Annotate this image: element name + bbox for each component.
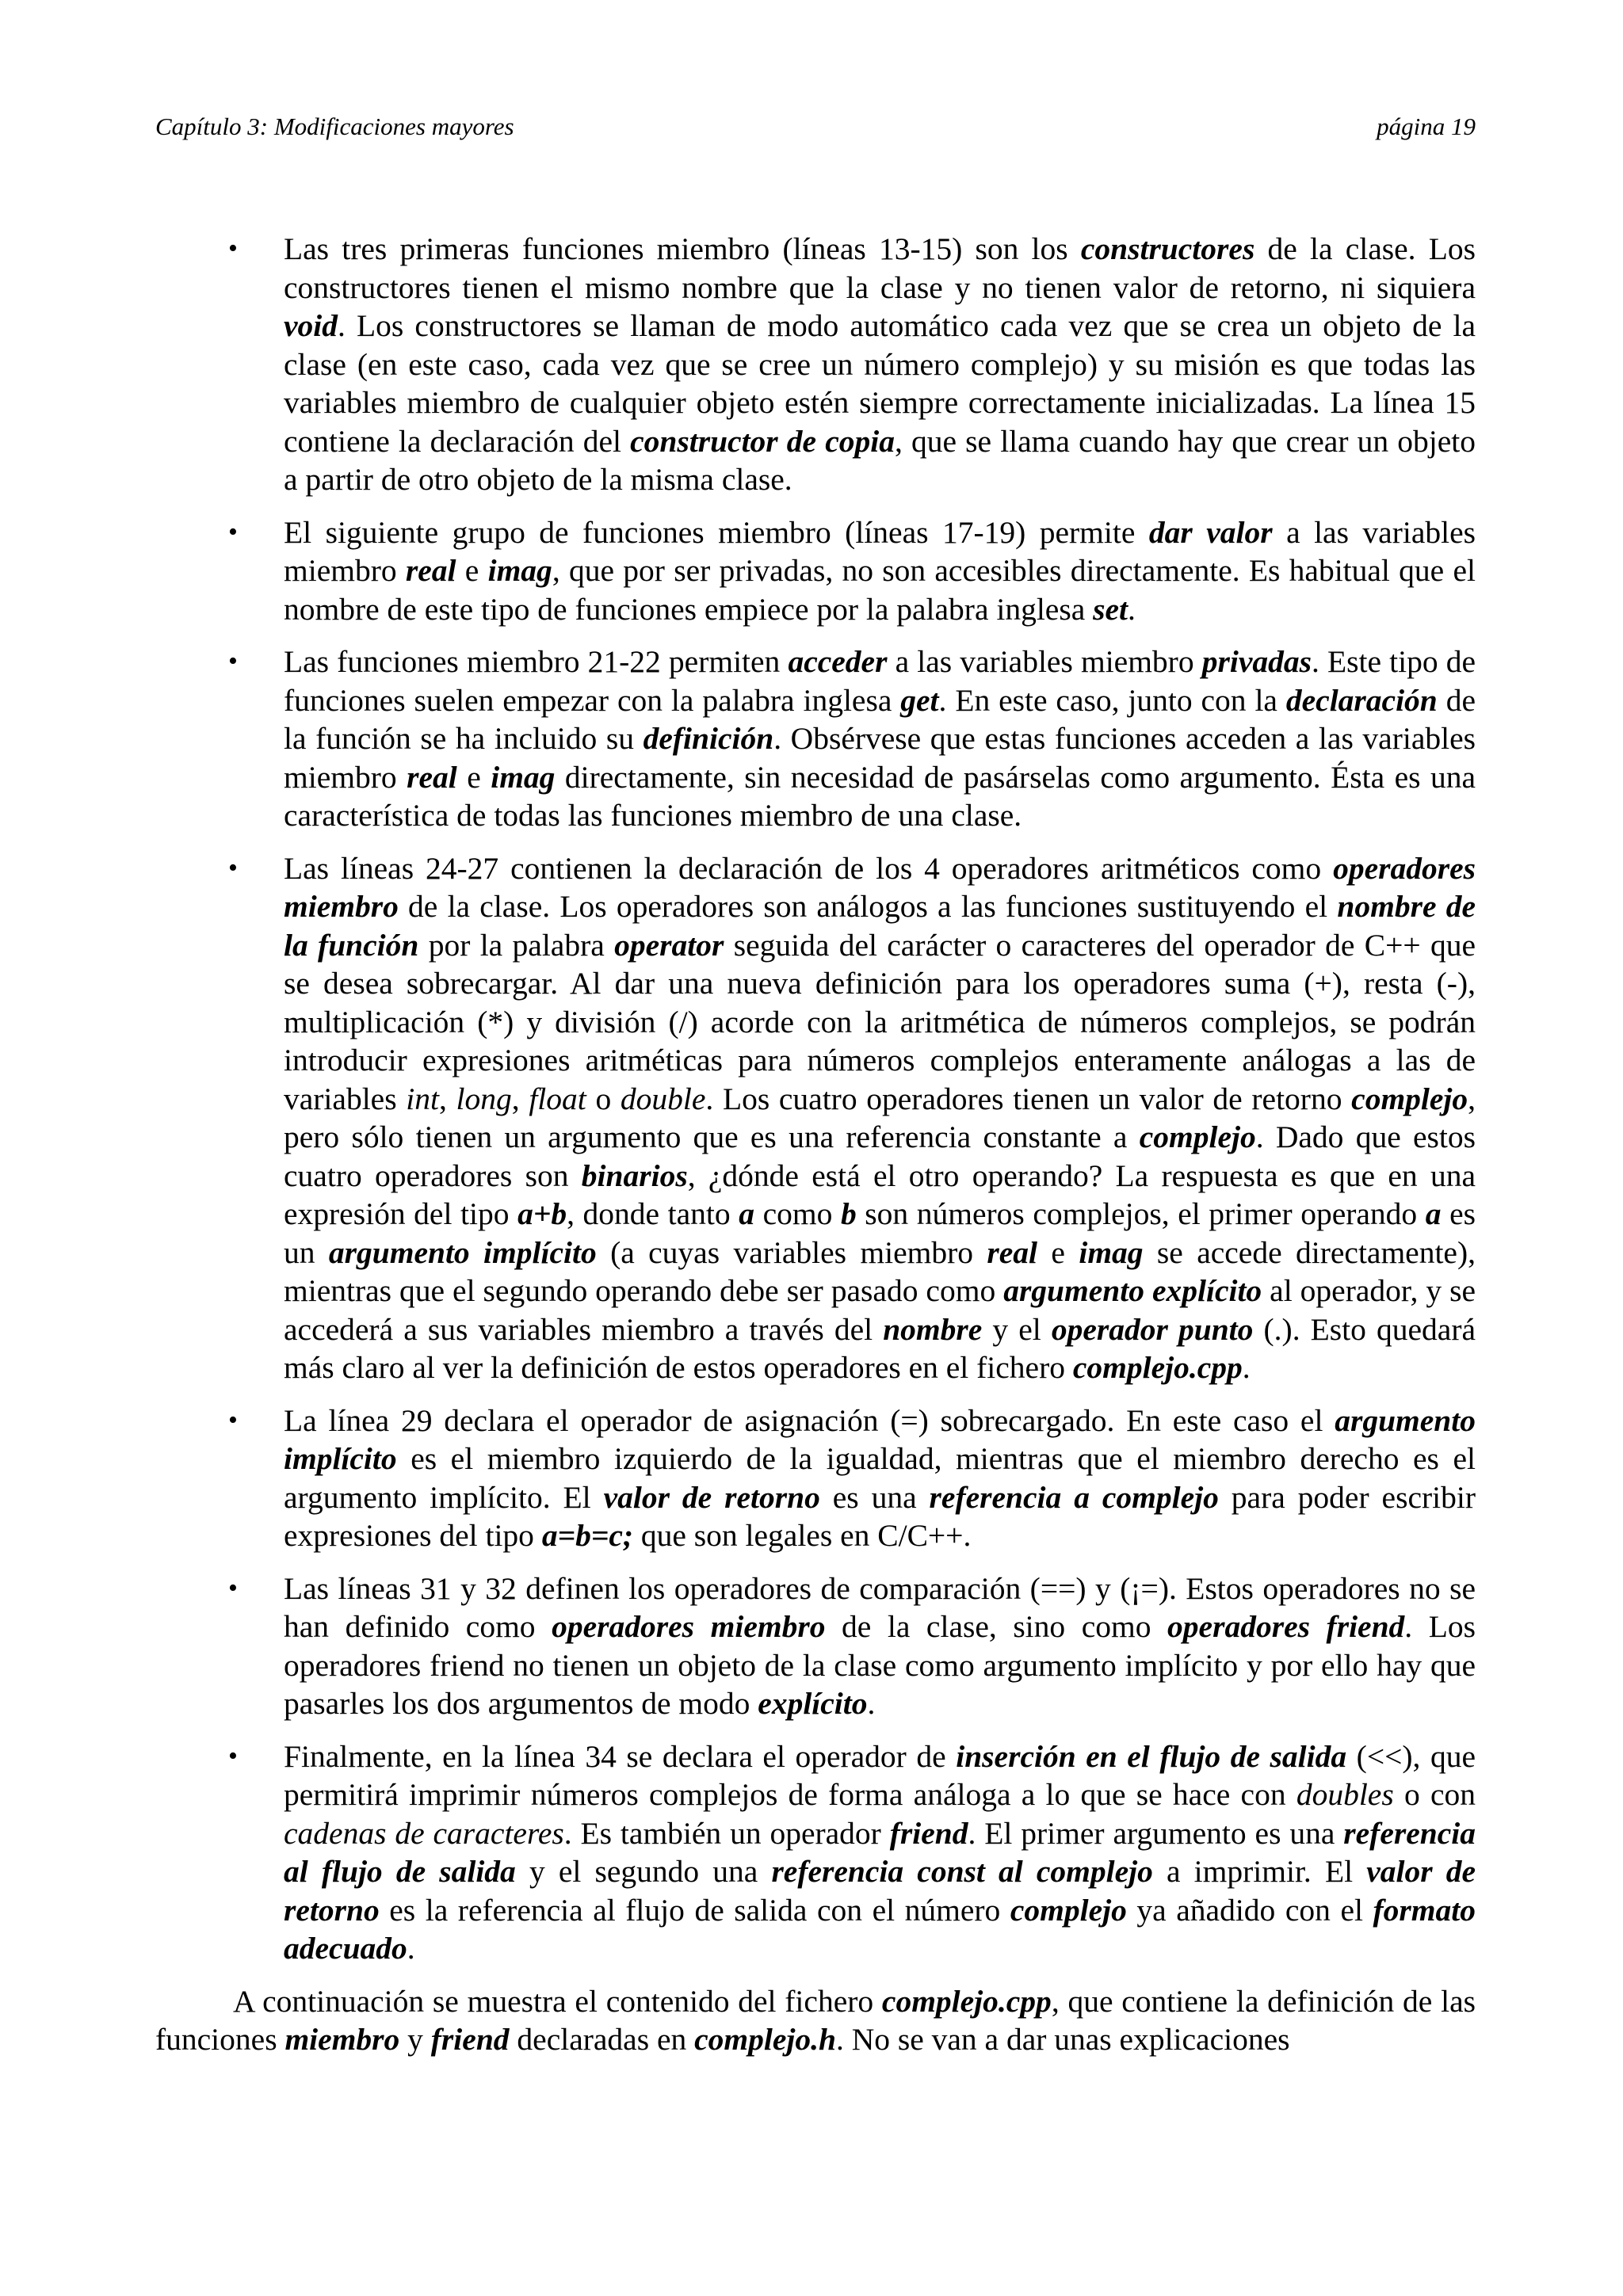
emphasis-term: nombre de la función bbox=[284, 889, 1476, 963]
text-run: Finalmente, en la línea 34 se declara el operador de bbox=[284, 1738, 957, 1774]
text-run: , bbox=[511, 1081, 529, 1116]
text-run: , que contiene la definición de las funciones bbox=[155, 1983, 1476, 2057]
bullet-icon: • bbox=[228, 1573, 238, 1603]
page-number: página 19 bbox=[1377, 113, 1476, 140]
text-run: para poder escribir expresiones del tipo bbox=[284, 1479, 1476, 1553]
emphasis-term: referencia const al complejo bbox=[771, 1854, 1153, 1889]
text-run: e bbox=[1037, 1234, 1079, 1270]
emphasis-term: declaración bbox=[1285, 682, 1438, 718]
emphasis-term: real bbox=[405, 553, 456, 588]
emphasis-term: valor de retorno bbox=[603, 1479, 820, 1515]
bullet-list bbox=[155, 230, 1476, 1968]
emphasis-term: a bbox=[739, 1196, 754, 1231]
text-run: (<<), que permitirá imprimir números complejos de forma análoga a lo que se hace con bbox=[284, 1738, 1476, 1812]
text-run: son números complejos, el primer operando bbox=[856, 1196, 1426, 1231]
emphasis-term: argumento explícito bbox=[1003, 1273, 1262, 1308]
text-run: declaradas en bbox=[509, 2022, 695, 2057]
text-run: , donde tanto bbox=[567, 1196, 739, 1231]
emphasis-term: friend bbox=[889, 1815, 968, 1851]
emphasis-term: privadas bbox=[1201, 644, 1312, 679]
text-run: , bbox=[438, 1081, 456, 1116]
chapter-title: Capítulo 3: Modificaciones mayores bbox=[155, 113, 514, 140]
emphasis-term: complejo bbox=[1351, 1081, 1468, 1116]
text-run: o con bbox=[1393, 1777, 1476, 1812]
text-run: (a cuyas variables miembro bbox=[596, 1234, 987, 1270]
text-run: . Este tipo de funciones suelen empezar con la palabra inglesa bbox=[284, 644, 1476, 718]
text-run: seguida del carácter o caracteres del operador de C++ que se desea sobrecargar. Al dar una nueva definición para los operadores suma (+), resta (-), multiplicación (*) y división (/) acorde con la aritmética de números complejos, se podrán introducir expresiones aritméticas para números complejos enteramente análogas a las de variables bbox=[284, 927, 1476, 1116]
text-run: es el miembro izquierdo de la igualdad, mientras que el miembro derecho es el argumento implícito. El bbox=[284, 1441, 1476, 1515]
bullet-item bbox=[155, 230, 1476, 499]
emphasis-term: set bbox=[1093, 591, 1128, 627]
text-run: Las líneas 31 y 32 definen los operadores de comparación (==) y (¡=). Estos operadores no se han definido como bbox=[284, 1570, 1476, 1644]
emphasis-term: operator bbox=[614, 927, 724, 963]
text-run: que son legales en C/C++. bbox=[633, 1518, 972, 1553]
emphasis-term: dar valor bbox=[1148, 514, 1273, 550]
emphasis-term: complejo bbox=[1139, 1119, 1256, 1154]
emphasis-term: b bbox=[840, 1196, 857, 1231]
closing-paragraph bbox=[155, 1982, 1476, 2059]
emphasis-term: valor de retorno bbox=[284, 1854, 1476, 1928]
emphasis-term: real bbox=[987, 1234, 1038, 1270]
bullet-icon: • bbox=[228, 234, 238, 263]
emphasis-term: complejo bbox=[1010, 1892, 1127, 1928]
text-run: ya añadido con el bbox=[1126, 1892, 1373, 1928]
text-run: . Dado que estos cuatro operadores son bbox=[284, 1119, 1476, 1193]
emphasis-term: a bbox=[1425, 1196, 1442, 1231]
text-run: . Los constructores se llaman de modo automático cada vez que se crea un objeto de la clase (en este caso, cada vez que se cree un número complejo) y su misión es que todas las variables miembro de cualquier objeto estén siempre correctamente inicializadas. La línea 15 contiene la declaración del bbox=[284, 308, 1476, 459]
emphasis-term: acceder bbox=[788, 644, 888, 679]
emphasis-term: argumento implícito bbox=[284, 1402, 1476, 1476]
text-run: . Los cuatro operadores tienen un valor de retorno bbox=[705, 1081, 1352, 1116]
text-run: e bbox=[456, 553, 488, 588]
emphasis-term: friend bbox=[430, 2022, 510, 2057]
emphasis-term: constructor de copia bbox=[630, 423, 895, 459]
emphasis-term: imag bbox=[491, 759, 556, 795]
text-run: . En este caso, junto con la bbox=[938, 682, 1286, 718]
text-run: . bbox=[1242, 1350, 1251, 1385]
emphasis-term: argumento implícito bbox=[328, 1234, 597, 1270]
emphasis-term: binarios bbox=[581, 1158, 688, 1193]
emphasis-term: imag bbox=[487, 553, 552, 588]
emphasis-term: operadores miembro bbox=[284, 850, 1476, 924]
bullet-item bbox=[155, 513, 1476, 629]
bullet-item bbox=[155, 849, 1476, 1387]
text-run: e bbox=[456, 759, 491, 795]
page-body bbox=[155, 230, 1476, 2059]
text-run: y bbox=[399, 2022, 431, 2057]
emphasis-term: a+b bbox=[517, 1196, 567, 1231]
emphasis-term: complejo.cpp bbox=[1072, 1350, 1243, 1385]
text-run: y el bbox=[982, 1311, 1052, 1347]
text-run: , que por ser privadas, no son accesibles directamente. Es habitual que el nombre de este tipo de funciones empiece por la palabra inglesa bbox=[284, 553, 1476, 627]
emphasis-term: complejo.cpp bbox=[881, 1983, 1052, 2019]
text-run: Las funciones miembro 21-22 permiten bbox=[284, 644, 789, 679]
text-run: de la clase, sino como bbox=[825, 1609, 1168, 1644]
bullet-icon: • bbox=[228, 1405, 238, 1435]
text-run: A continuación se muestra el contenido del fichero bbox=[233, 1983, 882, 2019]
italic-term: doubles bbox=[1296, 1777, 1394, 1812]
text-run: , que se llama cuando hay que crear un objeto a partir de otro objeto de la misma clase. bbox=[284, 423, 1476, 497]
text-run: Las tres primeras funciones miembro (líneas 13-15) son los bbox=[284, 231, 1081, 266]
italic-term: cadenas de caracteres bbox=[284, 1815, 564, 1851]
text-run: , pero sólo tienen un argumento que es una referencia constante a bbox=[284, 1081, 1476, 1154]
emphasis-term: get bbox=[900, 682, 939, 718]
text-run: La línea 29 declara el operador de asignación (=) sobrecargado. En este caso el bbox=[284, 1402, 1335, 1438]
text-run: Las líneas 24-27 contienen la declaración de los 4 operadores aritméticos como bbox=[284, 850, 1334, 886]
bullet-icon: • bbox=[228, 1741, 238, 1771]
emphasis-term: operador punto bbox=[1051, 1311, 1254, 1347]
emphasis-term: explícito bbox=[758, 1686, 868, 1721]
text-run: de la función se ha incluido su bbox=[284, 682, 1476, 756]
text-run: . Es también un operador bbox=[563, 1815, 890, 1851]
emphasis-term: referencia al flujo de salida bbox=[284, 1815, 1476, 1889]
bullet-item bbox=[155, 1737, 1476, 1968]
emphasis-term: real bbox=[407, 759, 457, 795]
text-run: . bbox=[407, 1931, 415, 1966]
text-run: como bbox=[754, 1196, 841, 1231]
emphasis-term: miembro bbox=[285, 2022, 400, 2057]
emphasis-term: formato adecuado bbox=[284, 1892, 1476, 1966]
text-run: . El primer argumento es una bbox=[968, 1815, 1344, 1851]
emphasis-term: operadores friend bbox=[1167, 1609, 1405, 1644]
bullet-item bbox=[155, 643, 1476, 835]
text-run: por la palabra bbox=[418, 927, 615, 963]
text-run: se accede directamente), mientras que el segundo operando debe ser pasado como bbox=[284, 1234, 1476, 1308]
emphasis-term: void bbox=[284, 308, 338, 343]
text-run: y el segundo una bbox=[515, 1854, 772, 1889]
emphasis-term: a=b=c; bbox=[541, 1518, 634, 1553]
italic-term: int bbox=[406, 1081, 439, 1116]
text-run: . Los operadores friend no tienen un objeto de la clase como argumento implícito y por ello hay que pasarles los dos argumentos de modo bbox=[284, 1609, 1476, 1721]
text-run: a las variables miembro bbox=[887, 644, 1202, 679]
text-run: , ¿dónde está el otro operando? La respuesta es que en una expresión del tipo bbox=[284, 1158, 1476, 1231]
bullet-icon: • bbox=[228, 852, 238, 883]
page-header bbox=[155, 111, 1476, 143]
text-run: . bbox=[867, 1686, 876, 1721]
text-run: El siguiente grupo de funciones miembro (líneas 17-19) permite bbox=[284, 514, 1149, 550]
emphasis-term: nombre bbox=[883, 1311, 983, 1347]
text-run: a imprimir. El bbox=[1152, 1854, 1367, 1889]
text-run: de la clase. Los operadores son análogos a las funciones sustituyendo el bbox=[398, 889, 1338, 924]
text-run: directamente, sin necesidad de pasárselas como argumento. Ésta es una característica de todas las funciones miembro de una clase. bbox=[284, 759, 1476, 833]
text-run: a las variables miembro bbox=[284, 514, 1476, 588]
emphasis-term: complejo.h bbox=[694, 2022, 836, 2057]
emphasis-term: imag bbox=[1079, 1234, 1144, 1270]
italic-term: long bbox=[456, 1081, 512, 1116]
emphasis-term: definición bbox=[643, 721, 774, 756]
emphasis-term: operadores miembro bbox=[552, 1609, 826, 1644]
text-run: al operador, y se accederá a sus variables miembro a través del bbox=[284, 1273, 1476, 1347]
bullet-item bbox=[155, 1569, 1476, 1723]
text-run: de la clase. Los constructores tienen el mismo nombre que la clase y no tienen valor de retorno, ni siquiera bbox=[284, 231, 1476, 305]
text-run: o bbox=[586, 1081, 621, 1116]
text-run: es la referencia al flujo de salida con el número bbox=[379, 1892, 1010, 1928]
text-run: es un bbox=[284, 1196, 1476, 1270]
emphasis-term: referencia a complejo bbox=[929, 1479, 1219, 1515]
text-run: . No se van a dar unas explicaciones bbox=[835, 2022, 1290, 2057]
emphasis-term: constructores bbox=[1080, 231, 1255, 266]
bullet-item bbox=[155, 1402, 1476, 1555]
bullet-icon: • bbox=[228, 646, 238, 676]
text-run: . Obsérvese que estas funciones acceden a las variables miembro bbox=[284, 721, 1476, 795]
emphasis-term: inserción en el flujo de salida bbox=[956, 1738, 1347, 1774]
italic-term: double bbox=[620, 1081, 706, 1116]
text-run: . bbox=[1128, 591, 1136, 627]
italic-term: float bbox=[529, 1081, 586, 1116]
bullet-icon: • bbox=[228, 517, 238, 547]
text-run: (.). Esto quedará más claro al ver la definición de estos operadores en el fichero bbox=[284, 1311, 1476, 1385]
text-run: es una bbox=[819, 1479, 930, 1515]
